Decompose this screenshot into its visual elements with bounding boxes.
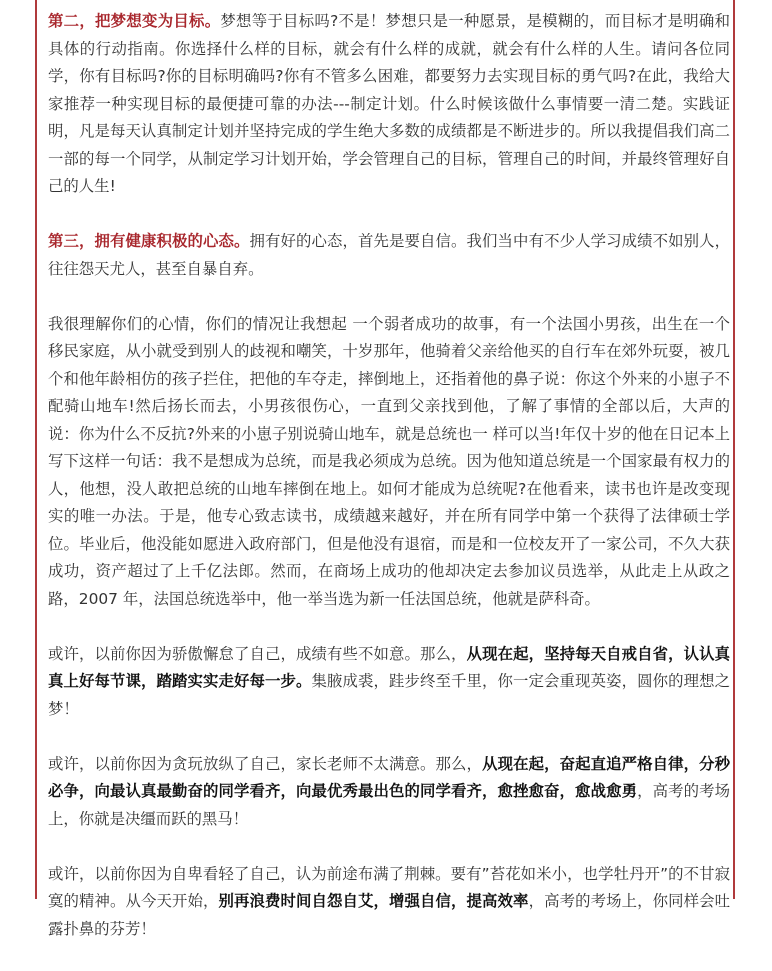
paragraph-text: 集腋成裘，跬步终至千里，你一定会重现英姿，圆你的理想之梦！ — [48, 672, 730, 718]
emphasis-text: 别再浪费时间自怨自艾，增强自信，提高效率 — [218, 892, 529, 910]
paragraph-story — [48, 311, 730, 614]
paragraph-pride — [48, 641, 730, 724]
paragraph-text: 梦想等于目标吗?不是！梦想只是一种愿景，是模糊的，而目标才是明确和具体的行动指南。你选择什么样的目标，就会有什么样的成就，就会有什么样的人生。请问各位同学，你有目标吗?你的目标明确吗?你有不管多么困难，都要努力去实现目标的勇气吗?在此，我给大家推荐一种实现目标的最便捷可靠的办法---制定计划。什么时候该做什么事情要一清二楚。实践证明，凡是每天认真制定计划并坚持完成的学生绝大多数的成绩都是不断进步的。所以我提倡我们高二一部的每一个同学，从制定学习计划开始，学会管理自己的目标，管理自己的时间，并最终管理好自己的人生! — [48, 12, 730, 195]
paragraph-confidence — [48, 861, 730, 944]
emphasis-text: 从现在起，奋起直追严格自律，分秒必争，向最认真最勤奋的同学看齐，向最优秀最出色的同学看齐，愈挫愈奋，愈战愈勇 — [48, 754, 730, 800]
paragraph-playful — [48, 751, 730, 834]
paragraph-text: ，高考的考场上，你同样会吐露扑鼻的芬芳！ — [48, 892, 730, 938]
paragraph-text: 或许，以前你因为贪玩放纵了自己，家长老师不太满意。那么， — [48, 754, 483, 773]
paragraph-goal — [48, 8, 730, 201]
paragraph-text: 我很理解你们的心情，你们的情况让我想起 一个弱者成功的故事，有一个法国小男孩，出生在一个移民家庭，从小就受到别人的歧视和嘲笑，十岁那年，他骑着父亲给他买的自行车在郊外玩耍，被几个和他年龄相仿的孩子拦住，把他的车夺走，摔倒地上，还指着他的鼻子说：你这个外来的小崽子不配骑山地车!然后扬长而去，小男孩很伤心，一直到父亲找到他，了解了事情的全部以后，大声的说：你为什么不反抗?外来的小崽子别说骑山地车，就是总统也一 样可以当!年仅十岁的他在日记本上写下这样一句话：我不是想成为总统，而是我必须成为总统。因为他知道总统是一个国家最有权力的人，他想，没人敢把总统的山地车摔倒在地上。如何才能成为总统呢?在他看来，读书也许是改变现实的唯一办法。于是，他专心致志读书，成绩越来越好，并在所有同学中第一个获得了法律硕士学位。毕业后，他没能如愿进入政府部门，但是他没有退宿，而是和一位校友开了一家公司，不久大获成功，资产超过了上千亿法郎。然而，在商场上成功的他却决定去参加议员选举，从此走上从政之路，2007 年，法国总统选举中，他一举当选为新一任法国总统，他就是萨科奇。 — [48, 314, 730, 608]
paragraph-attitude — [48, 228, 730, 283]
article-frame — [35, 0, 735, 938]
paragraph-text: 拥有好的心态，首先是要自信。我们当中有不少人学习成绩不如别人，往往怨天尤人，甚至自暴自弃。 — [48, 232, 730, 278]
section-heading-attitude: 第三，拥有健康积极的心态。 — [48, 232, 250, 250]
article-body — [48, 8, 730, 971]
emphasis-text: 从现在起，坚持每天自戒自省，认认真真上好每节课，踏踏实实走好每一步。 — [48, 644, 730, 690]
section-heading-goal: 第二，把梦想变为目标。 — [48, 12, 221, 30]
paragraph-text: ，高考的考场上，你就是决缰而跃的黑马！ — [48, 782, 730, 828]
paragraph-text: 或许，以前你因为骄傲懈怠了自己，成绩有些不如意。那么， — [48, 644, 467, 663]
paragraph-text: 或许，以前你因为自卑看轻了自己，认为前途布满了荆棘。要有”苔花如米小，也学牡丹开”的不甘寂寞的精神。从今天开始， — [48, 864, 730, 910]
